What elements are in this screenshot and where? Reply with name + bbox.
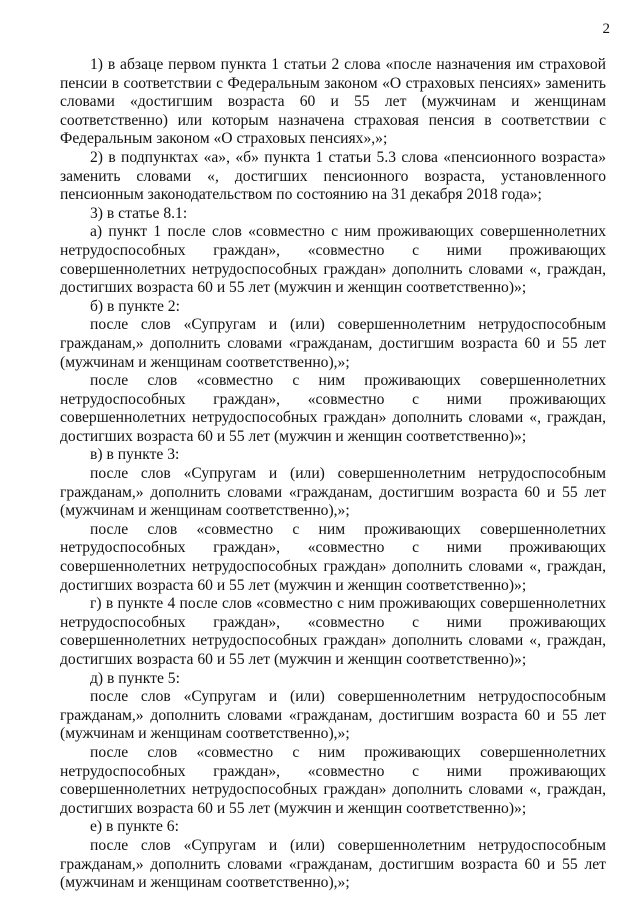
subparagraph-a-point-1: а) пункт 1 после слов «совместно с ним проживающих совершеннолетних нетрудоспособных граждан», «совместно с ними проживающих совершеннолетних нетрудоспособных граждан» дополнить словами «, граждан, достигших возраста 60 и 55 лет (мужчин и женщин соответственно)»; [60, 223, 606, 297]
point-5-spouses-amendment: после слов «Супругам и (или) совершеннолетним нетрудоспособным гражданам,» дополнить словами «гражданам, достигшим возраста 60 и 55 лет (мужчинам и женщинам соответственно),»; [60, 688, 606, 743]
subparagraph-e-point-6: е) в пункте 6: [90, 818, 179, 836]
document-body [60, 56, 606, 893]
subparagraph-d-point-5: д) в пункте 5: [90, 669, 180, 687]
page-number: 2 [602, 21, 610, 37]
paragraph-3-article-8-1: 3) в статье 8.1: [90, 204, 188, 222]
paragraph-1-pension-article-2: 1) в абзаце первом пункта 1 статьи 2 слова «после назначения им страховой пенсии в соответствии с Федеральным законом «О страховых пенсиях» заменить словами «достигшим возраста 60 и 55 лет (мужчинам и женщинам соответственно) или которым назначена страховая пенсия в соответствии с Федеральным законом «О страховых пенсиях»,»; [60, 56, 606, 148]
point-5-cohabitants-amendment: после слов «совместно с ним проживающих совершеннолетних нетрудоспособных граждан», «совместно с ними проживающих совершеннолетних нетрудоспособных граждан» дополнить словами «, граждан, достигших возраста 60 и 55 лет (мужчин и женщин соответственно)»; [60, 743, 606, 817]
point-3-cohabitants-amendment: после слов «совместно с ним проживающих совершеннолетних нетрудоспособных граждан», «совместно с ними проживающих совершеннолетних нетрудоспособных граждан» дополнить словами «, граждан, достигших возраста 60 и 55 лет (мужчин и женщин соответственно)»; [60, 520, 606, 594]
point-2-spouses-amendment: после слов «Супругам и (или) совершеннолетним нетрудоспособным гражданам,» дополнить словами «гражданам, достигшим возраста 60 и 55 лет (мужчинам и женщинам соответственно),»; [60, 316, 606, 371]
point-6-spouses-amendment: после слов «Супругам и (или) совершеннолетним нетрудоспособным гражданам,» дополнить словами «гражданам, достигшим возраста 60 и 55 лет (мужчинам и женщинам соответственно),»; [60, 836, 606, 892]
paragraph-2-article-5-3: 2) в подпунктах «а», «б» пункта 1 статьи 5.3 слова «пенсионного возраста» заменить словами «, достигших пенсионного возраста, установленного пенсионным законодательством по состоянию на 31 декабря 2018 года»; [60, 148, 606, 204]
point-3-spouses-amendment: после слов «Супругам и (или) совершеннолетним нетрудоспособным гражданам,» дополнить словами «гражданам, достигшим возраста 60 и 55 лет (мужчинам и женщинам соответственно),»; [60, 465, 606, 520]
subparagraph-g-point-4: г) в пункте 4 после слов «совместно с ним проживающих совершеннолетних нетрудоспособных граждан», «совместно с ними проживающих совершеннолетних нетрудоспособных граждан» дополнить словами «, граждан, достигших возраста 60 и 55 лет (мужчин и женщин соответственно)»; [60, 595, 606, 668]
subparagraph-v-point-3: в) в пункте 3: [90, 446, 180, 464]
point-2-cohabitants-amendment: после слов «совместно с ним проживающих совершеннолетних нетрудоспособных граждан», «совместно с ними проживающих совершеннолетних нетрудоспособных граждан» дополнить словами «, граждан, достигших возраста 60 и 55 лет (мужчин и женщин соответственно)»; [60, 372, 606, 445]
subparagraph-b-point-2: б) в пункте 2: [90, 297, 180, 315]
